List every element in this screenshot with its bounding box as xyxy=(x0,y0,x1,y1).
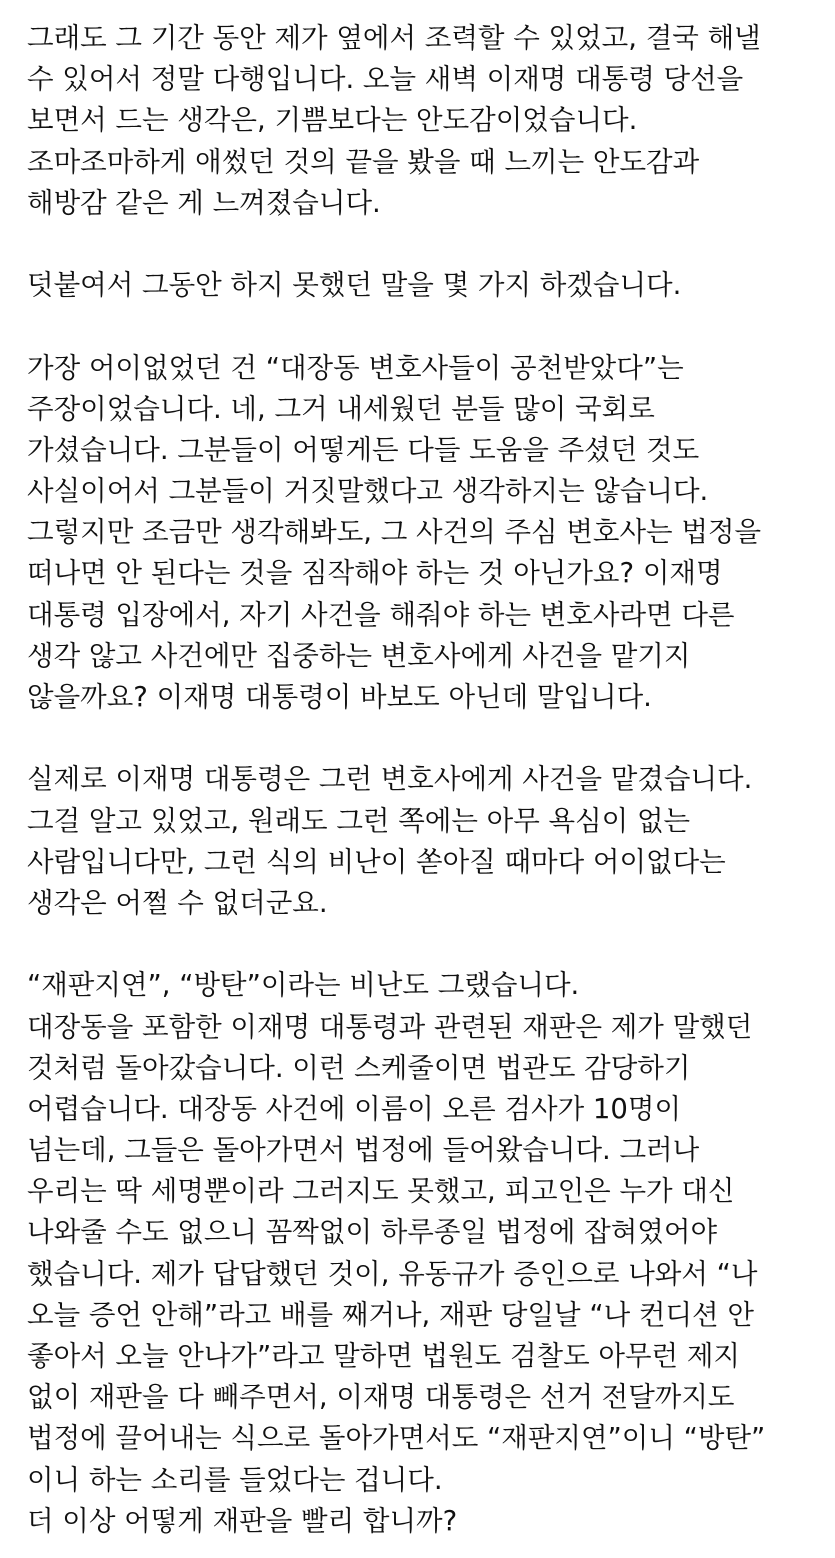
text-line: 그래도 그 기간 동안 제가 옆에서 조력할 수 있었고, 결국 해낼 xyxy=(27,22,761,54)
text-line: 법정에 끌어내는 식으로 돌아가면서도 “재판지연”이니 “방탄” xyxy=(27,1422,766,1455)
text-line: 생각 않고 사건에만 집중하는 변호사에게 사건을 맡기지 xyxy=(27,639,691,672)
text-line: 수 있어서 정말 다행입니다. 오늘 새벽 이재명 대통령 당선을 xyxy=(27,63,744,96)
paragraph-4 xyxy=(27,759,827,924)
text-line: 이니 하는 소리를 들었다는 겁니다. xyxy=(27,1463,443,1496)
text-line: 어렵습니다. 대장동 사건에 이름이 오른 검사가 10명이 xyxy=(27,1092,682,1125)
text-line: 더 이상 어떻게 재판을 빨리 합니까? xyxy=(27,1504,458,1537)
text-line: 했습니다. 제가 답답했던 것이, 유동규가 증인으로 나와서 “나 xyxy=(27,1257,758,1290)
paragraph-5 xyxy=(27,965,827,1542)
document-body xyxy=(27,0,827,1542)
text-line: 대통령 입장에서, 자기 사건을 해줘야 하는 변호사라면 다른 xyxy=(27,598,735,631)
text-line: 실제로 이재명 대통령은 그런 변호사에게 사건을 맡겼습니다. xyxy=(27,763,753,796)
text-line: 생각은 어쩔 수 없더군요. xyxy=(27,886,328,919)
paragraph-1 xyxy=(27,18,827,224)
paragraph-2 xyxy=(27,265,827,306)
text-line: 우리는 딱 세명뿐이라 그러지도 못했고, 피고인은 누가 대신 xyxy=(27,1175,735,1208)
text-line: 오늘 증언 안해”라고 배를 째거나, 재판 당일날 “나 컨디션 안 xyxy=(27,1298,754,1331)
text-line: 가장 어이없었던 건 “대장동 변호사들이 공천받았다”는 xyxy=(27,351,684,384)
text-line: 주장이었습니다. 네, 그거 내세웠던 분들 많이 국회로 xyxy=(27,392,655,425)
text-line: 가셨습니다. 그분들이 어떻게든 다들 도움을 주셨던 것도 xyxy=(27,433,700,466)
text-line: “재판지연”, “방탄”이라는 비난도 그랬습니다. xyxy=(27,969,580,1002)
text-line: 대장동을 포함한 이재명 대통령과 관련된 재판은 제가 말했던 xyxy=(27,1010,753,1043)
text-line: 덧붙여서 그동안 하지 못했던 말을 몇 가지 하겠습니다. xyxy=(27,269,682,302)
text-line: 넘는데, 그들은 돌아가면서 법정에 들어왔습니다. 그러나 xyxy=(27,1134,700,1167)
text-line: 않을까요? 이재명 대통령이 바보도 아닌데 말입니다. xyxy=(27,681,652,713)
text-line: 조마조마하게 애썼던 것의 끝을 봤을 때 느끼는 안도감과 xyxy=(27,145,700,178)
text-line: 나와줄 수도 없으니 꼼짝없이 하루종일 법정에 잡혀였어야 xyxy=(27,1216,718,1249)
text-line: 해방감 같은 게 느껴졌습니다. xyxy=(27,186,381,219)
text-line: 보면서 드는 생각은, 기쁨보다는 안도감이었습니다. xyxy=(27,104,638,137)
paragraph-3 xyxy=(27,348,827,719)
text-line: 그렇지만 조금만 생각해봐도, 그 사건의 주심 변호사는 법정을 xyxy=(27,516,762,549)
text-line: 좋아서 오늘 안나가”라고 말하면 법원도 검찰도 아무런 제지 xyxy=(27,1340,740,1372)
text-line: 없이 재판을 다 빼주면서, 이재명 대통령은 선거 전달까지도 xyxy=(27,1381,735,1414)
text-line: 것처럼 돌아갔습니다. 이런 스케줄이면 법관도 감당하기 xyxy=(27,1051,691,1084)
text-line: 떠나면 안 된다는 것을 짐작해야 하는 것 아닌가요? 이재명 xyxy=(27,557,723,590)
text-line: 사실이어서 그분들이 거짓말했다고 생각하지는 않습니다. xyxy=(27,475,709,508)
text-line: 그걸 알고 있었고, 원래도 그런 쪽에는 아무 욕심이 없는 xyxy=(27,804,691,837)
text-line: 사람입니다만, 그런 식의 비난이 쏟아질 때마다 어이없다는 xyxy=(27,845,726,878)
